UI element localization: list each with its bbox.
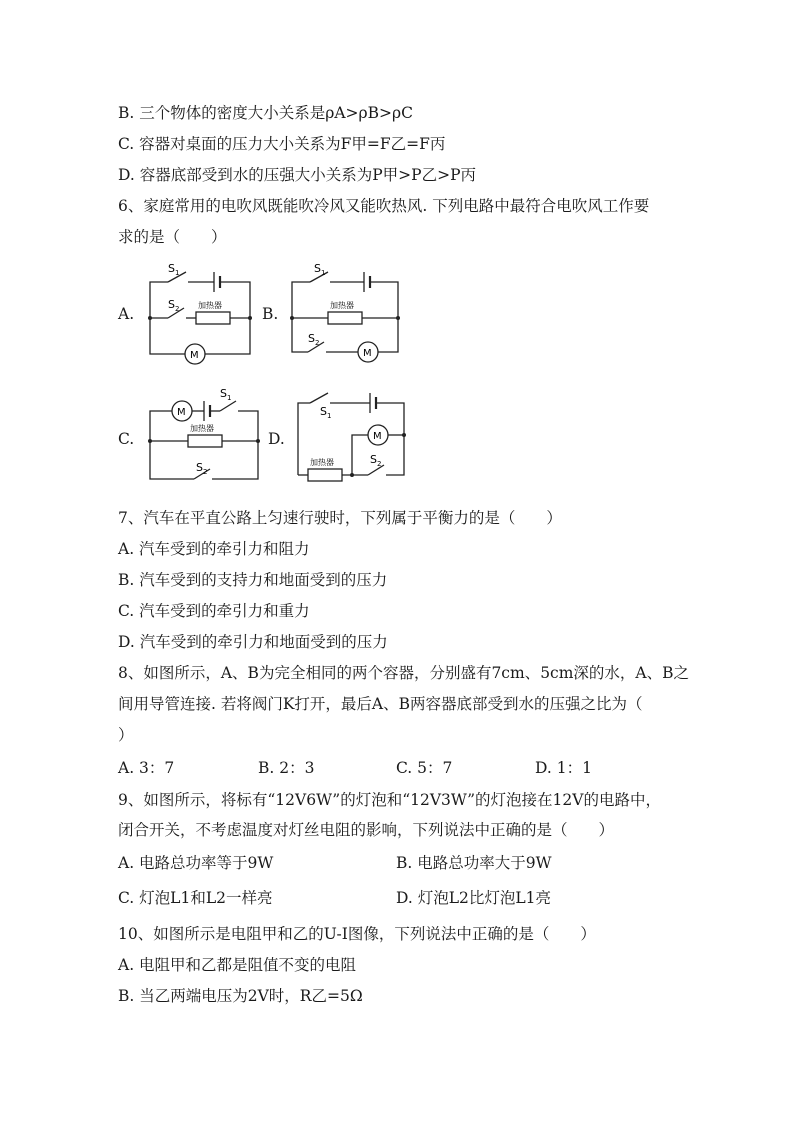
q6-b-s1-label: $S_1$ [314, 262, 326, 277]
q6-circuit-a [140, 260, 270, 370]
q6-label-d: D. [268, 430, 285, 448]
q7-option-a: A. 汽车受到的牵引力和阻力 [118, 540, 310, 558]
q6-c-s1-label: $S_1$ [220, 387, 232, 402]
q9-option-d: D. 灯泡L2比灯泡L1亮 [396, 889, 552, 907]
q7-option-b: B. 汽车受到的支持力和地面受到的压力 [118, 571, 388, 589]
q8-option-d: D. 1：1 [535, 759, 592, 777]
q6-stem-line2: 求的是（ ） [118, 228, 227, 246]
q9-option-c: C. 灯泡L1和L2一样亮 [118, 889, 273, 907]
q5-option-c: C. 容器对桌面的压力大小关系为F甲=F乙=F丙 [118, 135, 446, 153]
q8-option-b: B. 2：3 [258, 759, 315, 777]
q5-option-b: B. 三个物体的密度大小关系是ρA>ρB>ρC [118, 104, 414, 122]
q7-stem: 7、汽车在平直公路上匀速行驶时，下列属于平衡力的是（ ） [118, 509, 562, 527]
q6-label-b: B. [262, 305, 279, 323]
q6-label-c: C. [118, 430, 135, 448]
q9-option-a: A. 电路总功率等于9W [118, 854, 274, 872]
q6-label-a: A. [118, 305, 135, 323]
q6-d-s1-label: $S_1$ [320, 405, 332, 420]
q6-a-heater-label: 加热器 [198, 301, 222, 310]
q6-d-s2-label: $S_2$ [370, 453, 382, 468]
q8-option-c: C. 5：7 [396, 759, 453, 777]
q9-stem-line1: 9、如图所示，将标有“12V6W”的灯泡和“12V3W”的灯泡接在12V的电路中， [118, 791, 661, 809]
q7-option-d: D. 汽车受到的牵引力和地面受到的压力 [118, 633, 388, 651]
q6-c-heater-label: 加热器 [190, 424, 214, 433]
q9-stem-line2: 闭合开关，不考虑温度对灯丝电阻的影响，下列说法中正确的是（ ） [118, 821, 615, 839]
q6-d-motor-label: M [373, 431, 382, 442]
q6-a-motor-label: M [190, 350, 199, 361]
q10-option-b: B. 当乙两端电压为2V时，R乙=5Ω [118, 987, 363, 1005]
q7-option-c: C. 汽车受到的牵引力和重力 [118, 602, 310, 620]
q8-stem-line1: 8、如图所示，A、B为完全相同的两个容器，分别盛有7cm、5cm深的水，A、B之 [118, 664, 690, 682]
q6-circuit-b [284, 260, 414, 370]
q6-stem-line1: 6、家庭常用的电吹风既能吹冷风又能吹热风. 下列电路中最符合电吹风工作要 [118, 197, 650, 215]
q8-option-a: A. 3：7 [118, 759, 175, 777]
q6-b-s2-label: $S_2$ [308, 332, 320, 347]
q6-circuit-c [140, 385, 270, 495]
q6-d-heater-label: 加热器 [310, 458, 334, 467]
q10-option-a: A. 电阻甲和乙都是阻值不变的电阻 [118, 956, 357, 974]
q8-stem-line3: ） [118, 726, 134, 744]
q6-circuit-d [290, 385, 420, 495]
q6-b-heater-label: 加热器 [330, 301, 354, 310]
q5-option-d: D. 容器底部受到水的压强大小关系为P甲>P乙>P丙 [118, 166, 476, 184]
q6-a-s2-label: $S_2$ [168, 298, 180, 313]
q10-stem: 10、如图所示是电阻甲和乙的U-I图像，下列说法中正确的是（ ） [118, 925, 596, 943]
q6-c-s2-label: $S_2$ [196, 461, 208, 476]
q8-stem-line2: 间用导管连接. 若将阀门K打开，最后A、B两容器底部受到水的压强之比为（ [118, 695, 643, 713]
q6-b-motor-label: M [363, 348, 372, 359]
q6-a-s1-label: $S_1$ [168, 262, 180, 277]
q9-option-b: B. 电路总功率大于9W [396, 854, 552, 872]
q6-c-motor-label: M [177, 407, 186, 418]
